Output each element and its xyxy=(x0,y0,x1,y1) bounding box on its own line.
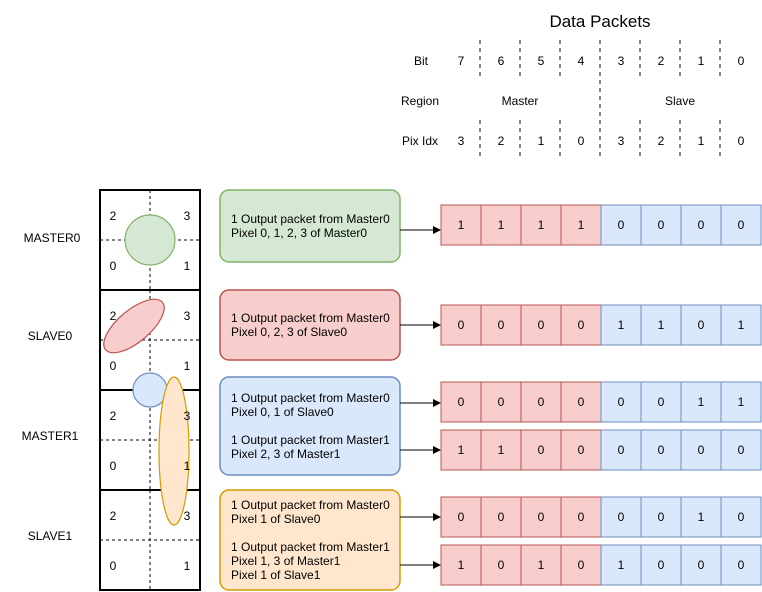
note-text: Pixel 2, 3 of Master1 xyxy=(231,447,341,461)
packet-bit-value: 0 xyxy=(737,510,745,524)
note-text: Pixel 1 of Slave0 xyxy=(231,512,321,526)
pixel-index-label: 1 xyxy=(183,259,191,273)
orange-group-ellipse xyxy=(159,377,189,525)
packet-bit-value: 0 xyxy=(737,218,745,232)
note-text: Pixel 0, 1 of Slave0 xyxy=(231,405,334,419)
packet-bit-value: 0 xyxy=(457,510,465,524)
bit-number: 5 xyxy=(537,54,545,68)
packet-bit-value: 1 xyxy=(697,510,705,524)
note-text: Pixel 0, 1, 2, 3 of Master0 xyxy=(231,226,368,240)
packet-bit-value: 0 xyxy=(657,510,665,524)
packet-bit-value: 1 xyxy=(497,443,505,457)
note-text: Pixel 1 of Slave1 xyxy=(231,568,321,582)
region-master-label: Master xyxy=(501,94,539,108)
pixel-index-label: 1 xyxy=(183,459,191,473)
packet-bit-value: 1 xyxy=(537,558,545,572)
pixel-index-label: 2 xyxy=(109,209,117,223)
pix-index: 2 xyxy=(657,134,665,148)
packet-bit-value: 0 xyxy=(497,558,505,572)
packet-bit-value: 0 xyxy=(577,443,585,457)
pixel-index-label: 1 xyxy=(183,359,191,373)
packet-bit-value: 0 xyxy=(537,510,545,524)
pixel-index-label: 1 xyxy=(183,559,191,573)
packet-bit-value: 0 xyxy=(697,558,705,572)
green-group-ellipse xyxy=(125,215,175,265)
pixel-index-label: 2 xyxy=(109,409,117,423)
pix-index: 3 xyxy=(457,134,465,148)
packet-bit-value: 0 xyxy=(617,395,625,409)
packet-bit-value: 0 xyxy=(617,218,625,232)
packet-bit-value: 0 xyxy=(537,318,545,332)
pixel-index-label: 2 xyxy=(109,309,117,323)
pix-index: 1 xyxy=(697,134,705,148)
packet-bit-value: 1 xyxy=(537,218,545,232)
packet-bit-value: 1 xyxy=(497,218,505,232)
block-label: MASTER1 xyxy=(21,429,79,443)
packet-bit-value: 0 xyxy=(737,443,745,457)
pixel-index-label: 2 xyxy=(109,509,117,523)
packet-bit-value: 0 xyxy=(537,395,545,409)
bit-number: 1 xyxy=(697,54,705,68)
bit-number: 3 xyxy=(617,54,625,68)
note-text: 1 Output packet from Master1 xyxy=(231,540,390,554)
packet-bit-value: 1 xyxy=(457,218,465,232)
packet-bit-value: 0 xyxy=(577,318,585,332)
bit-number: 6 xyxy=(497,54,505,68)
packet-bit-value: 0 xyxy=(657,558,665,572)
packet-bit-value: 0 xyxy=(457,318,465,332)
packet-bit-value: 1 xyxy=(457,558,465,572)
bit-row-label: Bit xyxy=(413,54,429,68)
pix-idx-row-label: Pix Idx xyxy=(401,134,439,148)
diagram-title: Data Packets xyxy=(549,12,651,31)
region-slave-label: Slave xyxy=(664,94,696,108)
note-text: Pixel 1, 3 of Master1 xyxy=(231,554,341,568)
block-label: SLAVE1 xyxy=(27,529,73,543)
pixel-index-label: 0 xyxy=(109,559,117,573)
packet-bit-value: 0 xyxy=(577,558,585,572)
bit-number: 4 xyxy=(577,54,585,68)
packet-bit-value: 0 xyxy=(697,218,705,232)
packet-bit-value: 1 xyxy=(697,395,705,409)
packet-bit-value: 0 xyxy=(617,510,625,524)
packet-bit-value: 0 xyxy=(697,443,705,457)
packet-bit-value: 1 xyxy=(737,318,745,332)
packet-bit-value: 0 xyxy=(497,395,505,409)
note-text: 1 Output packet from Master0 xyxy=(231,212,390,226)
packet-bit-value: 0 xyxy=(577,510,585,524)
note-text: Pixel 0, 2, 3 of Slave0 xyxy=(231,325,348,339)
pix-index: 1 xyxy=(537,134,545,148)
packet-bit-value: 0 xyxy=(657,218,665,232)
pixel-index-label: 0 xyxy=(109,459,117,473)
pixel-index-label: 0 xyxy=(109,359,117,373)
bit-number: 7 xyxy=(457,54,465,68)
packet-bit-value: 0 xyxy=(497,318,505,332)
packet-bit-value: 0 xyxy=(657,395,665,409)
note-text: 1 Output packet from Master0 xyxy=(231,391,390,405)
note-text: 1 Output packet from Master1 xyxy=(231,433,390,447)
pix-index: 0 xyxy=(737,134,745,148)
bit-number: 2 xyxy=(657,54,665,68)
blue-group-ellipse xyxy=(133,373,167,407)
packet-bit-value: 0 xyxy=(657,443,665,457)
note-text: 1 Output packet from Master0 xyxy=(231,498,390,512)
pixel-index-label: 3 xyxy=(183,409,191,423)
pixel-index-label: 0 xyxy=(109,259,117,273)
block-label: MASTER0 xyxy=(23,231,81,245)
packet-bit-value: 0 xyxy=(457,395,465,409)
pix-index: 3 xyxy=(617,134,625,148)
packet-bit-value: 0 xyxy=(617,443,625,457)
packet-bit-value: 1 xyxy=(657,318,665,332)
bit-number: 0 xyxy=(737,54,745,68)
packet-bit-value: 1 xyxy=(737,395,745,409)
packet-bit-value: 0 xyxy=(577,395,585,409)
pixel-index-label: 3 xyxy=(183,509,191,523)
packet-bit-value: 1 xyxy=(617,318,625,332)
packet-bit-value: 0 xyxy=(497,510,505,524)
pixel-index-label: 3 xyxy=(183,209,191,223)
pixel-index-label: 3 xyxy=(183,309,191,323)
packet-bit-value: 1 xyxy=(617,558,625,572)
block-label: SLAVE0 xyxy=(27,329,73,343)
region-row-label: Region xyxy=(400,94,440,108)
pix-index: 0 xyxy=(577,134,585,148)
packet-bit-value: 1 xyxy=(457,443,465,457)
note-text: 1 Output packet from Master0 xyxy=(231,311,390,325)
packet-bit-value: 0 xyxy=(537,443,545,457)
packet-bit-value: 1 xyxy=(577,218,585,232)
pix-index: 2 xyxy=(497,134,505,148)
packet-bit-value: 0 xyxy=(697,318,705,332)
packet-bit-value: 0 xyxy=(737,558,745,572)
